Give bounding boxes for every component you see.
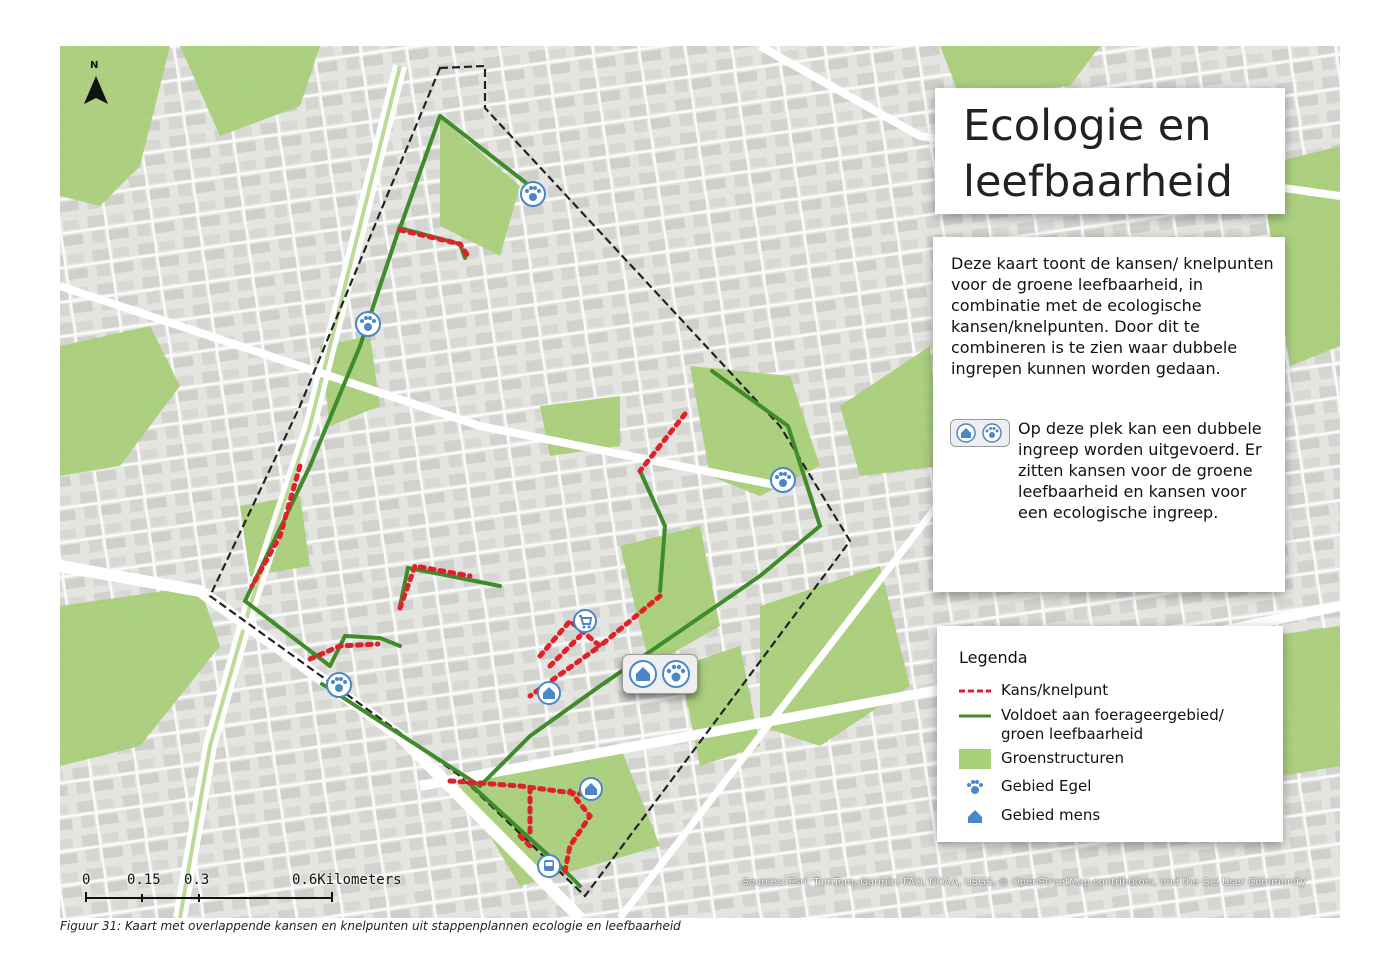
paw-icon[interactable] bbox=[354, 310, 382, 338]
legend bbox=[937, 626, 1283, 842]
dashed-red-line-icon bbox=[959, 683, 991, 699]
map-title: Ecologie en leefbaarheid bbox=[963, 101, 1233, 207]
scale-label: 0.3 bbox=[184, 872, 210, 888]
paw-icon[interactable] bbox=[519, 180, 547, 208]
house-icon bbox=[959, 808, 991, 824]
north-arrow-icon bbox=[78, 60, 114, 110]
double-intervention-icons bbox=[623, 655, 697, 693]
legend-label: Kans/knelpunt bbox=[1001, 681, 1109, 699]
figure-caption: Figuur 31: Kaart met overlappende kansen en knelpunten uit stappenplannen ecologie en leefbaarheid bbox=[60, 919, 681, 933]
shopping-cart-icon[interactable] bbox=[572, 608, 598, 634]
double-intervention-callout[interactable] bbox=[622, 654, 698, 694]
bus-icon[interactable] bbox=[536, 853, 562, 879]
map-sources: Sources: Esri, TomTom, Garmin, FAO, NOAA, USGS, © OpenStreetMap contributors, and the GIS User Community bbox=[742, 877, 1306, 888]
scale-label: 0.15 bbox=[127, 872, 161, 888]
scale-label: 0.6Kilometers bbox=[292, 872, 402, 888]
description-panel bbox=[933, 237, 1285, 592]
paw-icon[interactable] bbox=[325, 671, 353, 699]
green-area-icon bbox=[959, 749, 991, 769]
legend-label: Gebied mens bbox=[1001, 806, 1101, 824]
title-panel bbox=[935, 88, 1285, 214]
legend-label: Voldoet aan foerageergebied/ groen leefbaarheid bbox=[1001, 706, 1224, 743]
north-label: N bbox=[90, 60, 99, 71]
double-intervention-symbol bbox=[950, 419, 1010, 447]
green-line-icon bbox=[959, 708, 991, 724]
legend-title: Legenda bbox=[959, 648, 1028, 667]
house-icon[interactable] bbox=[578, 776, 604, 802]
scale-label: 0 bbox=[82, 872, 91, 888]
scale-bar-graphic bbox=[82, 872, 422, 912]
house-and-paw-icon bbox=[951, 420, 1009, 446]
scale-bar bbox=[82, 872, 422, 912]
map-area[interactable] bbox=[60, 46, 1340, 918]
paw-icon[interactable] bbox=[769, 466, 797, 494]
north-arrow bbox=[78, 60, 114, 110]
map-description: Deze kaart toont de kansen/ knelpunten voor de groene leefbaarheid, in combinatie met de ecologische kansen/knelpunten. Door dit te combineren is te zien waar dubbele ingrepen kunnen worden gedaan. bbox=[951, 254, 1274, 378]
double-intervention-note: Op deze plek kan een dubbele ingreep worden uitgevoerd. Er zitten kansen voor de groene leefbaarheid en kansen voor een ecologische ingreep. bbox=[1018, 419, 1262, 522]
legend-label: Groenstructuren bbox=[1001, 749, 1124, 767]
paw-icon bbox=[959, 779, 991, 795]
house-icon[interactable] bbox=[536, 680, 562, 706]
legend-label: Gebied Egel bbox=[1001, 777, 1092, 795]
